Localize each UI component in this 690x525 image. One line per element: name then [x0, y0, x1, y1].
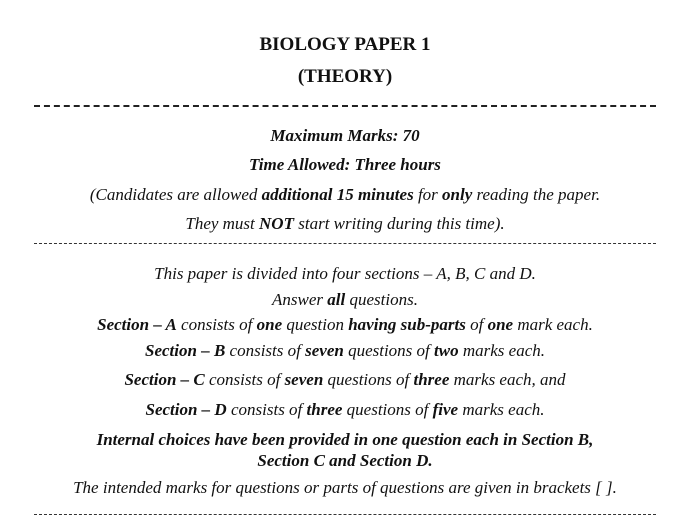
- text: marks each.: [458, 341, 545, 360]
- divider-top: [34, 105, 656, 107]
- text: start writing during this time).: [293, 214, 505, 233]
- text: mark each.: [513, 315, 593, 334]
- max-marks: Maximum Marks: 70: [270, 126, 420, 145]
- emphasis: only: [442, 185, 473, 204]
- text: marks each.: [458, 400, 545, 419]
- section-label: Section – D: [145, 400, 227, 419]
- emphasis: two: [434, 341, 459, 360]
- text: marks each, and: [449, 370, 566, 389]
- internal-choice-line-2: Section C and Section D.: [257, 451, 433, 470]
- reading-note-line-2: [0, 214, 690, 234]
- sections-intro: This paper is divided into four sections – A, B, C and D.: [154, 264, 536, 283]
- section-label: Section – C: [124, 370, 205, 389]
- section-label: Section – A: [97, 315, 177, 334]
- emphasis: seven: [305, 341, 344, 360]
- text: questions of: [323, 370, 414, 389]
- paper-subtitle: (THEORY): [297, 66, 393, 87]
- emphasis: three: [306, 400, 343, 419]
- text: consists of: [225, 341, 306, 360]
- text: of: [465, 315, 488, 334]
- answer-all: [0, 290, 690, 310]
- text: (Candidates are allowed: [89, 185, 262, 204]
- section-d-info: [0, 400, 690, 420]
- text: consists of: [204, 370, 285, 389]
- emphasis: three: [413, 370, 450, 389]
- time-allowed: Time Allowed: Three hours: [249, 155, 441, 174]
- emphasis: NOT: [259, 214, 294, 233]
- section-label: Section – B: [145, 341, 226, 360]
- section-b-info: [0, 341, 690, 361]
- emphasis: seven: [284, 370, 324, 389]
- divider-bottom: [34, 514, 656, 515]
- text: reading the paper.: [472, 185, 601, 204]
- section-c-info: [0, 370, 690, 390]
- text: They must: [185, 214, 260, 233]
- marks-note: The intended marks for questions or parts of questions are given in brackets [ ].: [73, 478, 617, 497]
- internal-choice-line-1: Internal choices have been provided in one question each in Section B,: [96, 430, 594, 449]
- text: questions.: [345, 290, 418, 309]
- emphasis: five: [432, 400, 459, 419]
- divider-middle: [34, 243, 656, 244]
- emphasis: all: [327, 290, 346, 309]
- text: questions of: [343, 341, 435, 360]
- emphasis: having sub-parts: [348, 315, 466, 334]
- text: consists of: [176, 315, 257, 334]
- section-a-info: [0, 315, 690, 335]
- emphasis: one: [487, 315, 514, 334]
- reading-note-line-1: [0, 185, 690, 205]
- emphasis: one: [256, 315, 283, 334]
- text: Answer: [272, 290, 328, 309]
- text: questions of: [342, 400, 433, 419]
- text: consists of: [226, 400, 307, 419]
- text: question: [282, 315, 349, 334]
- emphasis: additional 15 minutes: [261, 185, 414, 204]
- paper-title: BIOLOGY PAPER 1: [259, 34, 431, 55]
- text: for: [413, 185, 443, 204]
